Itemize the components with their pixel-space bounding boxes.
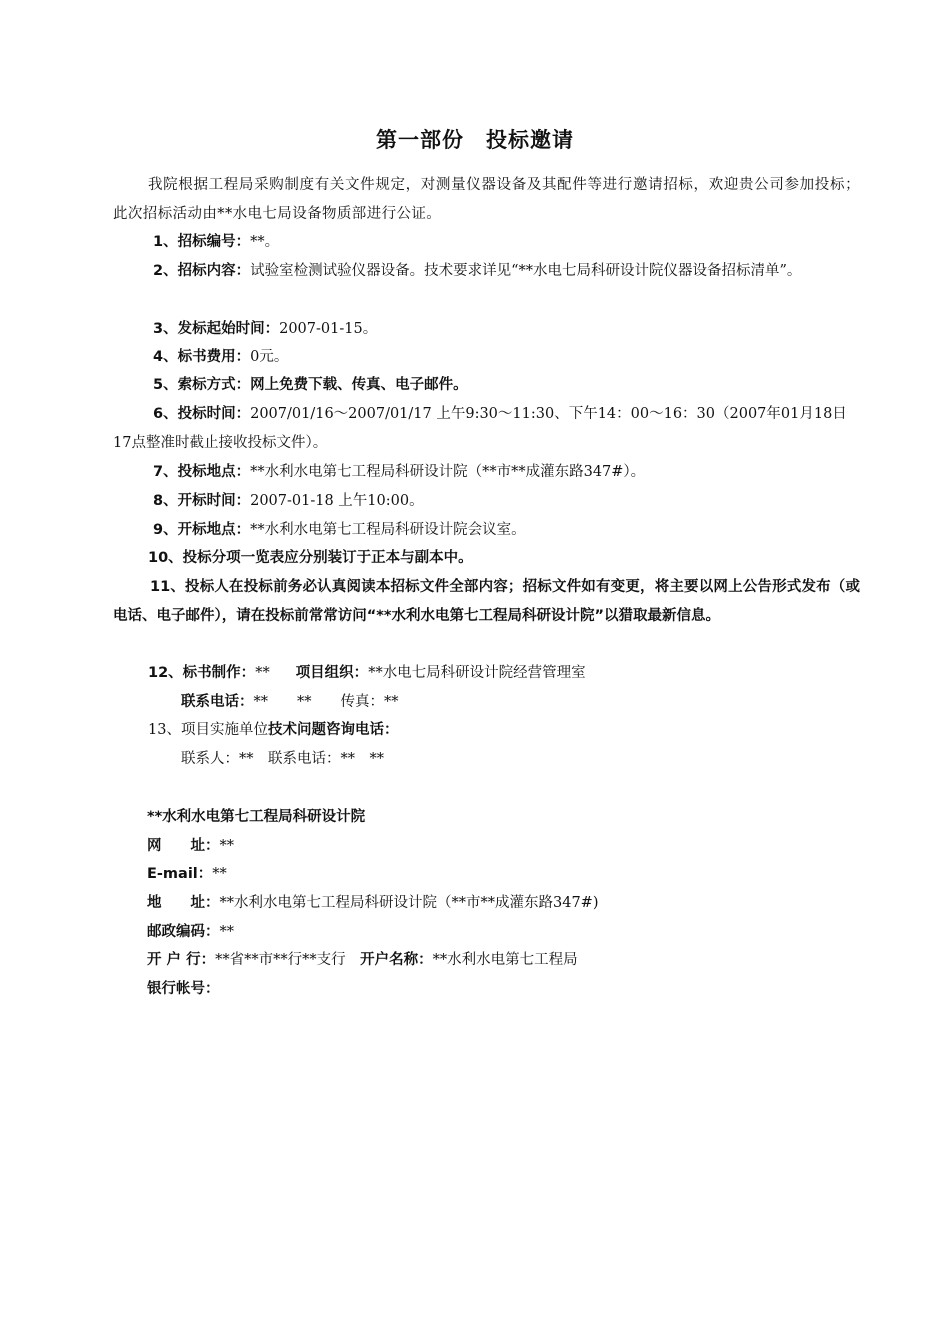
item-label: 7、投标地点： [153,464,251,480]
item-value: ** [255,665,270,681]
field-label: 开户名称： [360,952,433,968]
company-website [147,832,234,861]
item-value: 2007/01/16～2007/01/17 上午9:30～11:30、下午14：00～16：30（2007年01月18日17点整准时截止接收投标文件）。 [113,406,847,451]
item-label: 2、招标内容： [153,263,251,279]
item-tech-consult [113,716,895,745]
field-value: **水利水电第七工程局 [432,952,578,968]
field-value: ** [212,866,227,882]
field-value: ** [219,924,234,940]
item-value: 试验室检测试验仪器设备。技术要求详见“**水电七局科研设计院仪器设备招标清单”。 [250,263,802,279]
item-bid-content [113,257,860,286]
page-title: 第一部份 投标邀请 [376,128,574,152]
item-opening-location [113,516,900,545]
intro-paragraph: 我院根据工程局采购制度有关文件规定，对测量仪器设备及其配件等进行邀请招标，欢迎贵公司参加投标；此次招标活动由**水电七局设备物质部进行公证。 [113,177,860,222]
field-label: 邮政编码： [147,924,220,940]
item-contact-line [181,688,399,717]
item-bidder-notice: 11、投标人在投标前务必认真阅读本招标文件全部内容；招标文件如有变更，将主要以网上公告形式发布（或电话、电子邮件），请在投标前常常访问“**水利水电第七工程局科研设计院”以猎取最新信息。 [113,579,860,624]
item-value: 2007-01-15。 [279,321,378,337]
item-opening-time [113,487,900,516]
item-value: ** ** [253,694,341,710]
item-request-method [113,371,900,400]
item-label: 6、投标时间： [153,406,251,422]
item-bid-number [113,228,900,257]
item-issue-start-time [113,315,900,344]
item-label: 项目组织： [295,665,369,681]
item-value: **水利水电第七工程局科研设计院（**市**成灌东路347#）。 [250,464,646,480]
item-tech-contact: 联系人：** 联系电话：** ** [181,751,384,767]
item-value: **水电七局科研设计院经营管理室 [368,665,586,681]
company-name: **水利水电第七工程局科研设计院 [147,809,366,825]
item-value: **。 [250,234,280,250]
item-label: 传真： [340,694,384,710]
field-value: ** [219,838,234,854]
item-label: 5、索标方式：网上免费下载、传真、电子邮件。 [153,377,468,393]
item-label: 10、投标分项一览表应分别装订于正本与副本中。 [148,550,473,566]
field-value: **水利水电第七工程局科研设计院（**市**成灌东路347#) [219,895,599,911]
company-bank [147,946,578,975]
company-postcode [147,918,234,947]
item-label: 4、标书费用： [153,349,251,365]
field-label: E-mail： [147,866,213,882]
item-label: 12、标书制作： [148,665,256,681]
field-label: 网 址： [147,838,220,854]
item-bid-fee [113,343,900,372]
item-label: 1、招标编号： [153,234,251,250]
item-bid-prep [113,659,895,688]
field-value: **省**市**行**支行 [215,952,361,968]
field-label: 地 址： [147,895,220,911]
item-binding-note [113,544,895,573]
company-email [147,860,227,889]
item-value: 0元。 [250,349,289,365]
company-account-number: 银行帐号： [147,981,220,997]
item-label: 3、发标起始时间： [153,321,280,337]
item-label: 13、项目实施单位 [148,722,268,738]
field-label: 开 户 行： [147,952,216,968]
item-bid-time [113,400,860,458]
item-value: 2007-01-18 上午10:00。 [250,493,424,509]
item-bid-location [113,458,900,487]
company-address [147,889,598,918]
item-label: 8、开标时间： [153,493,251,509]
item-label-bold: 技术问题咨询电话： [267,722,399,738]
item-label: 联系电话： [181,694,254,710]
item-label: 9、开标地点： [153,522,251,538]
item-value: ** [384,694,399,710]
item-value: **水利水电第七工程局科研设计院会议室。 [250,522,526,538]
